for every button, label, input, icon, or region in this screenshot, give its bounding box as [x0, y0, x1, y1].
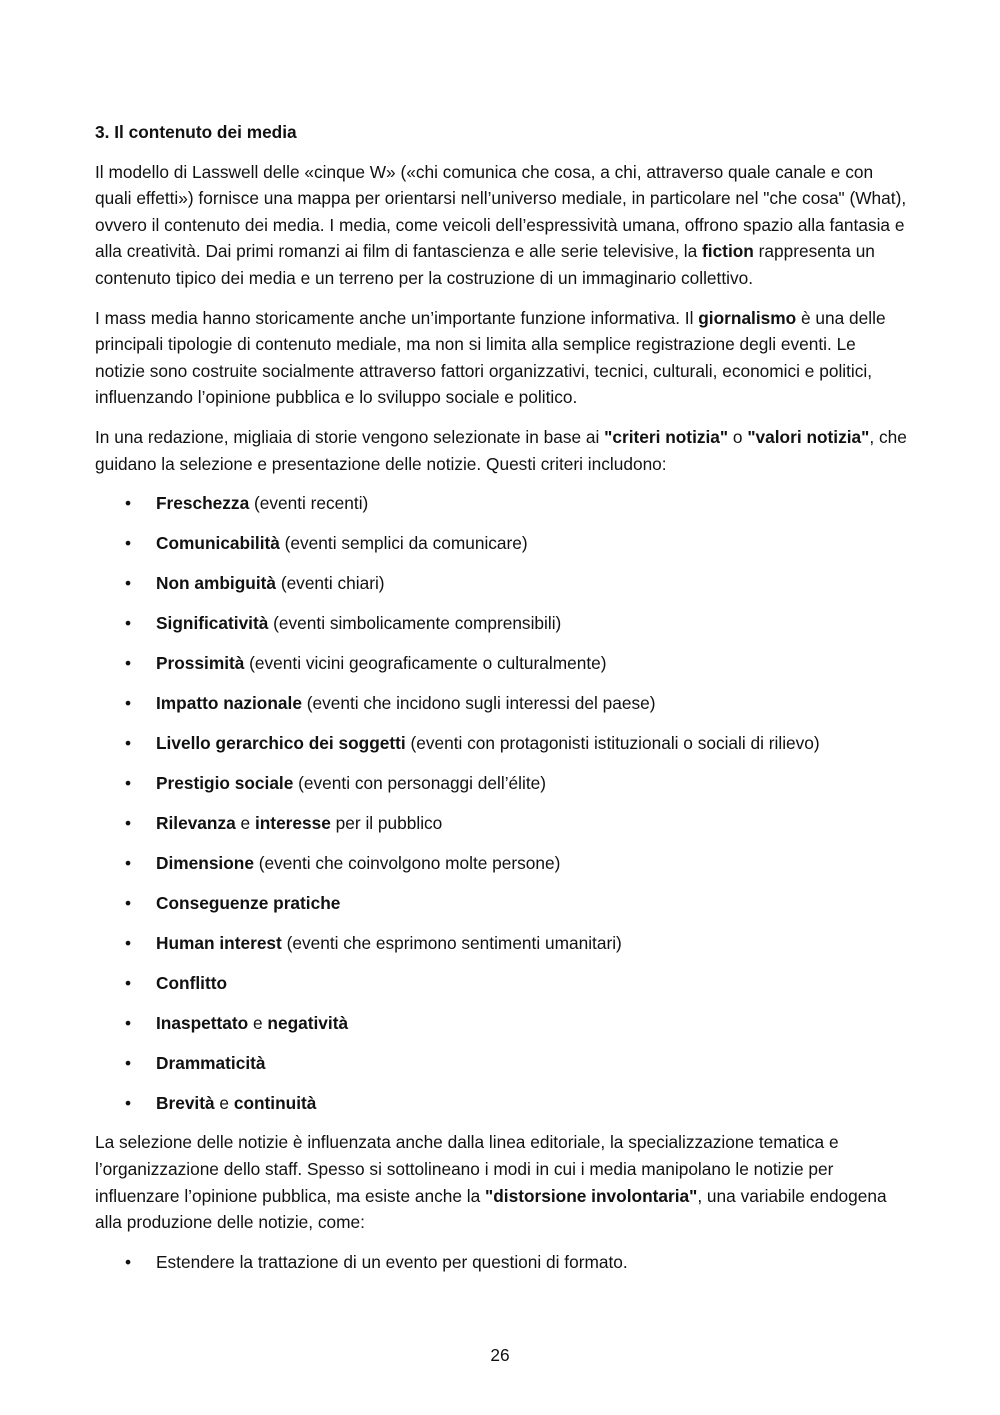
term-criteri-notizia: "criteri notizia": [604, 426, 729, 447]
criterion-desc: (eventi che incidono sugli interessi del paese): [301, 693, 656, 714]
bullet-icon: •: [125, 1012, 132, 1033]
criterion-name: Conseguenze pratiche: [156, 892, 341, 913]
criterion-name: Livello gerarchico dei soggetti: [156, 733, 406, 754]
criteria-list: [95, 490, 910, 1116]
section-title: 3. Il contenuto dei media: [95, 122, 297, 142]
bullet-icon: •: [125, 892, 132, 913]
criterion-name: Drammaticità: [156, 1052, 266, 1073]
list-item: [95, 1090, 910, 1117]
criterion-joiner: e: [235, 813, 255, 833]
criterion-name: Rilevanza: [156, 813, 236, 833]
criterion-name: Inaspettato: [156, 1012, 249, 1033]
criterion-desc: (eventi recenti): [249, 493, 369, 514]
criterion-name: Freschezza: [156, 493, 250, 514]
criterion-desc: (eventi che coinvolgono molte persone): [253, 852, 561, 873]
criterion-name: Comunicabilità: [156, 533, 280, 554]
text: , una variabile endogena alla produzione delle notizie, come:: [95, 1185, 887, 1233]
criterion-desc: (eventi con protagonisti istituzionali o sociali di rilievo): [405, 733, 820, 754]
criterion-joiner: e: [214, 1092, 234, 1113]
paragraph-criteri: [95, 424, 910, 477]
list-item: [95, 530, 910, 557]
list-item: [95, 770, 910, 797]
criterion-desc: (eventi con personaggi dell’élite): [293, 773, 547, 794]
list-item-text: Estendere la trattazione di un evento per questioni di formato.: [156, 1251, 628, 1272]
bullet-icon: •: [125, 972, 132, 993]
paragraph-lasswell: [95, 159, 910, 292]
criterion-joiner: e: [248, 1012, 268, 1033]
text: o: [728, 426, 748, 447]
bullet-icon: •: [125, 493, 132, 514]
page-number: 26: [490, 1345, 510, 1365]
list-item: [95, 850, 910, 877]
term-distorsione-involontaria: "distorsione involontaria": [485, 1185, 698, 1206]
list-item: [95, 930, 910, 957]
bullet-icon: •: [125, 852, 132, 873]
term-fiction: fiction: [702, 241, 754, 262]
text: La selezione delle notizie è influenzata anche dalla linea editoriale, la specializzazione tematica e l’organizzazione dello staff. Spesso si sottolineano i modi in cui i media manipolano le notizie per influenzare l’opinione pubblica, ma esiste anche la: [95, 1132, 839, 1206]
text: I mass media hanno storicamente anche un’importante funzione informativa. Il: [95, 307, 699, 328]
list-item: [95, 1010, 910, 1037]
list-item: [95, 490, 910, 517]
list-item: [95, 730, 910, 757]
text: In una redazione, migliaia di storie vengono selezionate in base ai: [95, 426, 605, 447]
term-giornalismo: giornalismo: [698, 307, 797, 328]
term-valori-notizia: "valori notizia": [747, 426, 870, 447]
criterion-desc: per il pubblico: [330, 813, 443, 833]
list-item: [95, 570, 910, 597]
criterion-name: Prestigio sociale: [156, 773, 294, 794]
bullet-icon: •: [125, 573, 132, 594]
list-item: [95, 610, 910, 637]
list-item: [95, 810, 910, 837]
criterion-name: Dimensione: [156, 852, 254, 873]
bullet-icon: •: [125, 693, 132, 714]
paragraph-giornalismo: [95, 305, 910, 411]
criterion-desc: (eventi simbolicamente comprensibili): [268, 613, 562, 634]
bullet-icon: •: [125, 1251, 132, 1272]
bullet-icon: •: [125, 1092, 132, 1113]
bullet-icon: •: [125, 813, 132, 833]
bullet-icon: •: [125, 653, 132, 674]
criterion-name-2: continuità: [233, 1092, 317, 1113]
list-item: [95, 890, 910, 917]
distortion-list: [95, 1249, 910, 1276]
criterion-name-2: negatività: [267, 1012, 349, 1033]
paragraph-distorsione: [95, 1129, 910, 1235]
criterion-name: Impatto nazionale: [156, 693, 302, 714]
list-item: [95, 1249, 910, 1276]
bullet-icon: •: [125, 613, 132, 634]
text: , che guidano la selezione e presentazione delle notizie. Questi criteri includono:: [95, 426, 907, 474]
list-item: [95, 1050, 910, 1077]
bullet-icon: •: [125, 773, 132, 794]
criterion-desc: (eventi che esprimono sentimenti umanitari): [281, 932, 622, 953]
text: è una delle principali tipologie di contenuto mediale, ma non si limita alla semplice registrazione degli eventi. Le notizie sono costruite socialmente attraverso fattori organizzativi, tecnici, culturali, economici e politici, influenzando l’opinione pubblica e lo sviluppo sociale e politico.: [95, 307, 886, 408]
criterion-name: Prossimità: [156, 653, 245, 674]
criterion-name: Significatività: [156, 613, 269, 634]
criterion-desc: (eventi chiari): [276, 573, 385, 594]
bullet-icon: •: [125, 932, 132, 953]
criterion-desc: (eventi semplici da comunicare): [279, 533, 528, 554]
list-item: [95, 690, 910, 717]
text: Il modello di Lasswell delle «cinque W» («chi comunica che cosa, a chi, attraverso quale canale e con quali effetti») fornisce una mappa per orientarsi nell’universo mediale, in particolare nel "che cosa" (What), ovvero il contenuto dei media. I media, come veicoli dell’espressività umana, offrono spazio alla fantasia e alla creatività. Dai primi romanzi ai film di fantascienza e alle serie televisive, la: [95, 161, 907, 262]
text: rappresenta un contenuto tipico dei media e un terreno per la costruzione di un immaginario collettivo.: [95, 241, 875, 288]
bullet-icon: •: [125, 533, 132, 554]
bullet-icon: •: [125, 1052, 132, 1073]
list-item: [95, 650, 910, 677]
criterion-desc: (eventi vicini geograficamente o culturalmente): [244, 653, 607, 674]
criterion-name: Conflitto: [156, 972, 228, 993]
criterion-name: Non ambiguità: [156, 573, 277, 594]
bullet-icon: •: [125, 733, 132, 754]
document-page: [95, 119, 910, 1288]
list-item: [95, 970, 910, 997]
criterion-name: Brevità: [156, 1092, 215, 1113]
criterion-name-2: interesse: [254, 813, 331, 833]
criterion-name: Human interest: [156, 932, 282, 953]
